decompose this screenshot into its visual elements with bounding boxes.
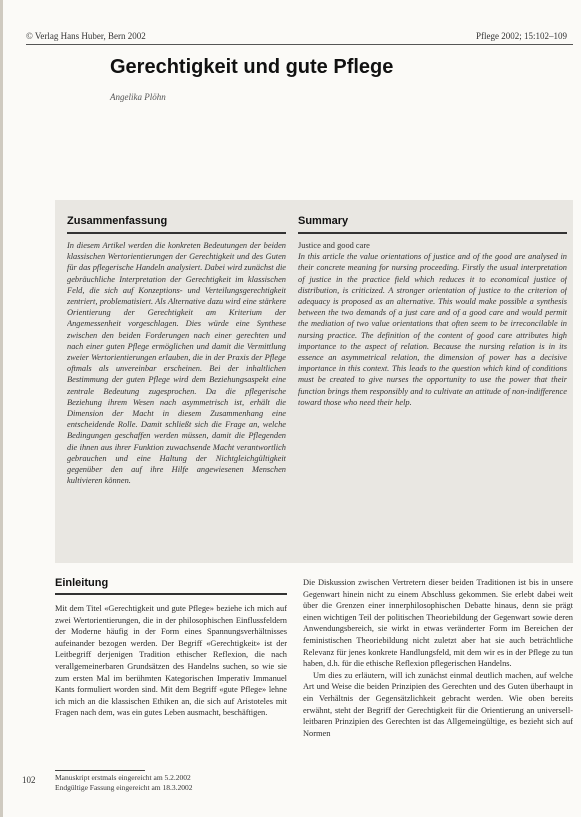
page-number: 102 xyxy=(22,775,36,785)
abstract-en-body xyxy=(298,240,567,440)
header-copyright: © Verlag Hans Huber, Bern 2002 xyxy=(26,31,146,41)
section-rule xyxy=(55,593,287,595)
body-right-column xyxy=(303,577,573,813)
footnote xyxy=(55,773,287,792)
header-divider xyxy=(26,44,573,45)
article-title: Gerechtigkeit und gute Pflege xyxy=(110,56,394,78)
section-heading: Einleitung xyxy=(55,577,109,589)
abstract-de-rule xyxy=(67,232,286,234)
body-paragraph: Die Diskussion zwischen Vertretern dieser beiden Traditionen ist bis in unsere Gegenwart hinein nicht zu einem Abschluss gekommen. Sie erlebt dabei weit über die Grenzen einer innerphilosophischen Debatte hinaus, denn sie prägt einen wichtigen Teil der politischen Theoriebildung der Gegenwart sowie deren Anwendungsbereich, sie wirkt in etwas veränderter Form im Bereichen der feministischen Theoriebildung nicht zuletzt aber hat sie auch beträchtliche Relevanz für jenes konkrete Handlungsfeld, mit dem wir es in der Pflege zu tun haben, d.h. für die ethische Reflexion pflegerischen Handelns. xyxy=(303,578,573,669)
body-paragraph: Mit dem Titel «Gerechtigkeit und gute Pflege» beziehe ich mich auf zwei Wertorientierungen, die in der philosophischen Einflussfeldern der Moderne häufig in der Form eines Spannungsverhältnisses aufeinander bezogen werden. Der Begriff «Gerechtigkeit» ist der Leitbegriff derjenigen Tradition ethischer Reflexion, die nach verallgemeinerbaren Grundsätzen des Handelns suchen, so wie sie zum ersten Mal im berühmten Kategorischen Imperativ Immanuel Kants formuliert worden sind. Mit dem Begriff «gute Pflege» lehne ich mich an die klassischen Ethiken an, die sich auf Aristoteles mit Fragen nach dem, was ein gutes Leben ausmacht, beschäftigen. xyxy=(55,604,287,718)
footnote-line: Manuskript erstmals eingereicht am 5.2.2002 xyxy=(55,773,191,782)
scan-edge xyxy=(0,0,3,817)
abstract-en-heading: Summary xyxy=(298,215,349,227)
abstract-de-heading: Zusammenfassung xyxy=(67,215,168,227)
footnote-rule xyxy=(55,770,145,771)
abstract-en-text: In this article the value orientations of justice and of the good are analysed in their concrete meaning for nursing proceeding. Firstly the usual interpretation of justice in the practice field which reduces it to economical justice of distribution, is criticized. A stronger orientation of justice to the criterion of adequacy is proposed as an alternative. This would make possible a synthesis between the two demands of a just care and of a good care and would permit the mediation of two value orientations that often seem to be irreconcilable in nursing practice. The definition of the content of good care attributes high importance to the aspect of relation. Because the nursing relation is in its essence an asymmetrical relation, the dimension of power has a decisive importance in this context. This leads to the question which kind of conditions must be created to give nurses the opportunity to use the power that their function brings them responsibly and to cultivate an attitude of non-indifference toward those who need their help. xyxy=(298,252,567,407)
abstract-en-subtitle: Justice and good care xyxy=(298,241,370,250)
body-left-column xyxy=(55,603,287,755)
abstract-de-text: In diesem Artikel werden die konkreten Bedeutungen der beiden klassischen Wertorientierungen der Gerechtigkeit und des Guten für das pflegerische Handeln analysiert. Dabei wird zunächst die gebräuchliche Interpretation der Gerechtigkeit im klassischen Feld, die sich auf Konzeptions- und Verteilungsgerechtigkeit zentriert, problematisiert. Als Alternative dazu wird eine stärkere Orientierung der Gerechtigkeit am Kriterium der Angemessenheit vorgeschlagen. Dies würde eine Synthese zwischen den beiden Forderungen nach einer gerechten und nach einer guten Pflege ermöglichen und damit die Vermittlung zweier Wertorientierungen erlauben, die in der Praxis der Pflege oftmals als unvereinbar erscheinen. Bei der inhaltlichen Bestimmung der guten Pflege wird dem Beziehungsaspekt eine zentrale Bedeutung zugesprochen. Da die pflegerische Beziehung ihrem Wesen nach asymmetrisch ist, erhält die Dimension der Macht in diesem Zusammenhang eine entscheidende Rolle. Damit schließt sich die Frage an, welche Bedingungen geschaffen werden müssen, damit die Pflegenden die ihnen aus ihrer Funktion zuwachsende Macht verantwortlich gebrauchen und eine Haltung der Nichtgleichgültigkeit gegenüber den auf ihre Hilfe angewiesenen Menschen kultivieren können. xyxy=(67,241,286,486)
header-citation: Pflege 2002; 15:102–109 xyxy=(476,31,567,41)
article-author: Angelika Plöhn xyxy=(110,92,166,102)
abstract-en-rule xyxy=(298,232,567,234)
body-paragraph: Um dies zu erläutern, will ich zunächst einmal deutlich machen, auf welche Art und Weise die beiden Prinzipien des Gerechten und des Guten überhaupt in ein Verhältnis der Gegensätzlichkeit gebracht werden. Wie oben bereits erwähnt, steht der Begriff der Gerechtigkeit für die Orientierung an universell-leitbaren Prinzipien des Gerechten ist das Allgemeingültige, es bezieht sich auf Normen xyxy=(303,670,573,738)
footnote-line: Endgültige Fassung eingereicht am 18.3.2002 xyxy=(55,782,193,792)
